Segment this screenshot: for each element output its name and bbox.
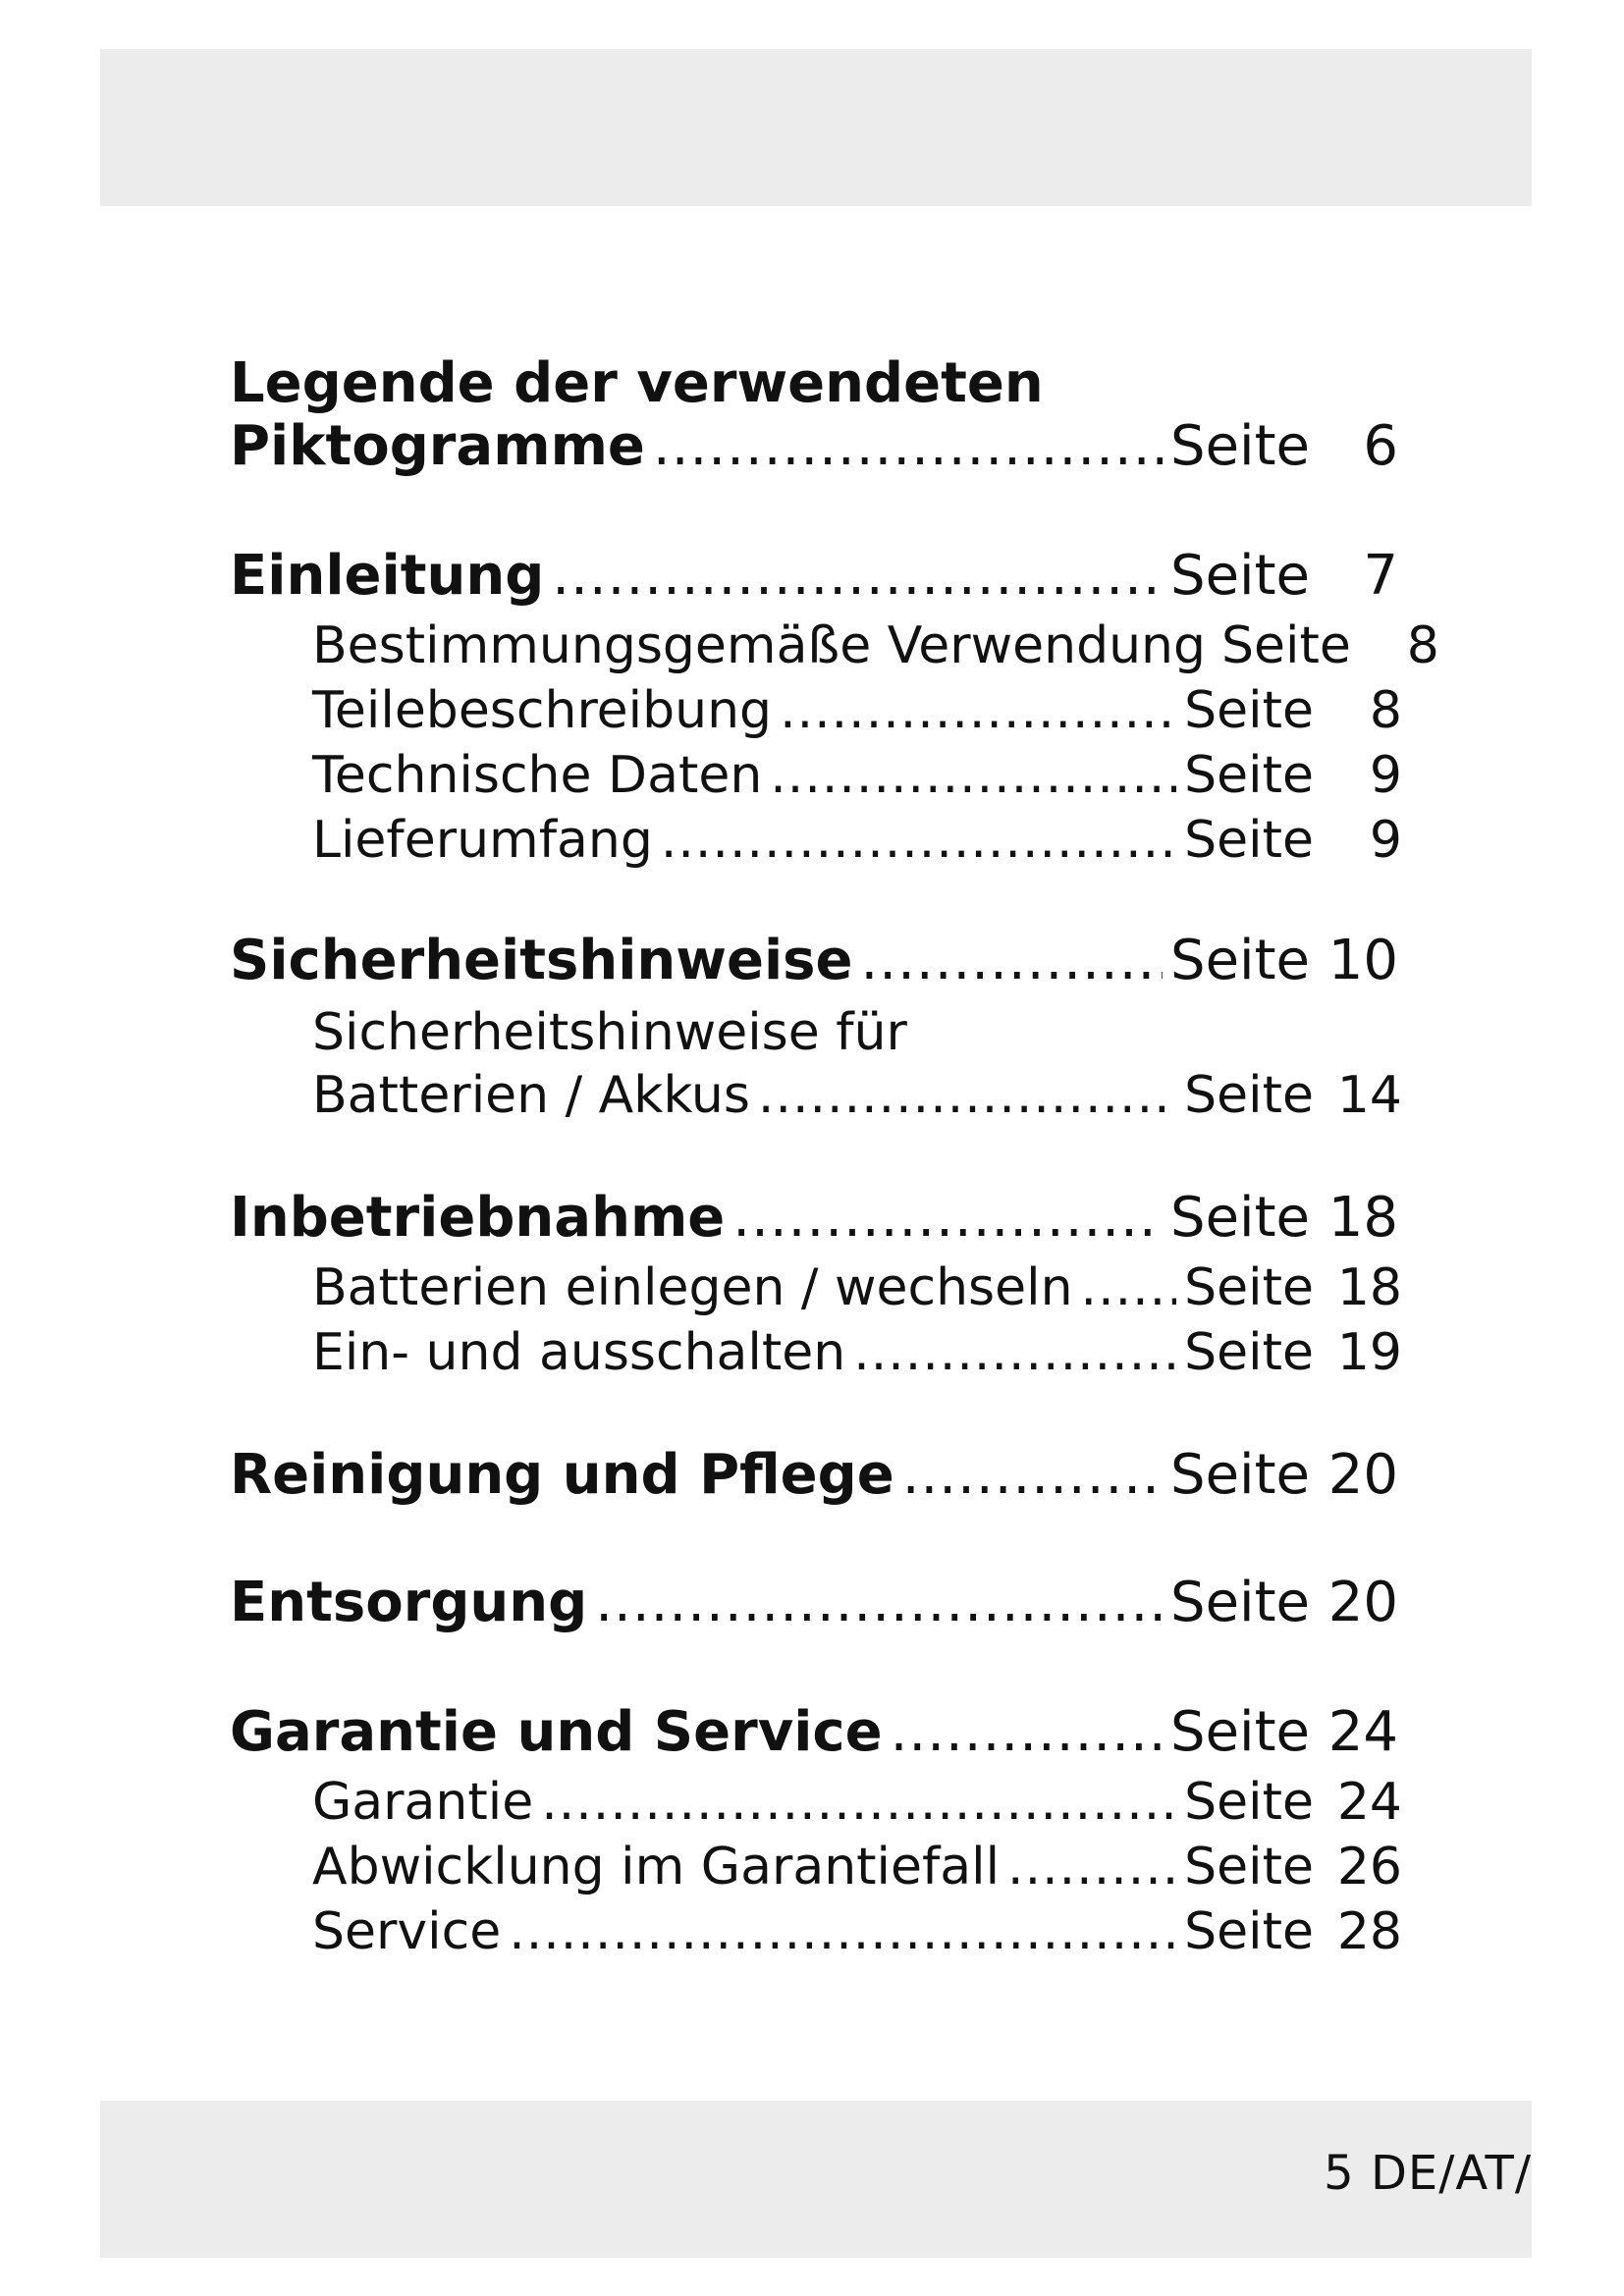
toc-seite-label: Seite	[1170, 1186, 1310, 1250]
toc-sub-heading-sicherheit-batterien-line1: Sicherheitshinweise für	[312, 1003, 907, 1062]
toc-seite-label: Seite	[1170, 414, 1310, 478]
toc-page-number: 7	[1363, 544, 1398, 608]
toc-entry-garantie-service[interactable]	[230, 1700, 1398, 1765]
toc-title: Reinigung und Pflege	[230, 1443, 894, 1507]
toc-page-number: 9	[1369, 811, 1402, 870]
toc-entry-bestimmung[interactable]	[312, 616, 1439, 677]
toc-title: Entsorgung	[230, 1571, 588, 1634]
toc-entry-einleitung[interactable]	[230, 544, 1398, 609]
toc-entry-entsorgung[interactable]	[230, 1571, 1398, 1635]
toc-title: Ein- und ausschalten	[312, 1323, 846, 1382]
toc-leader-dots	[1007, 1838, 1176, 1896]
toc-entry-teilebeschreibung[interactable]	[312, 681, 1402, 742]
toc-seite-label: Seite	[1184, 1323, 1314, 1382]
toc-page-number: 18	[1327, 1186, 1398, 1250]
toc-page-number: 18	[1336, 1258, 1402, 1317]
toc-page-number: 19	[1336, 1323, 1402, 1382]
toc-title: Batterien / Akkus	[312, 1066, 750, 1125]
toc-title: Piktogramme	[230, 414, 645, 478]
toc-title: Bestimmungsgemäße Verwendung	[312, 616, 1207, 675]
toc-leader-dots	[541, 1773, 1176, 1832]
toc-page-number: 6	[1363, 414, 1398, 478]
toc-title: Technische Daten	[312, 746, 763, 805]
toc-seite-label: Seite	[1170, 1443, 1310, 1507]
toc-leader-dots	[732, 1186, 1163, 1250]
page-number-footer: 5 DE/AT/	[1324, 2146, 1532, 2201]
toc-entry-technische-daten[interactable]	[312, 746, 1402, 807]
toc-leader-dots	[891, 1700, 1163, 1764]
toc-seite-label: Seite	[1170, 1571, 1310, 1634]
toc-entry-legende[interactable]	[230, 414, 1398, 479]
toc-leader-dots	[860, 929, 1163, 992]
toc-title: Service	[312, 1902, 502, 1961]
toc-leader-dots	[902, 1443, 1163, 1507]
toc-title: Einleitung	[230, 544, 545, 608]
toc-title: Sicherheitshinweise	[230, 929, 853, 992]
toc-entry-inbetriebnahme[interactable]	[230, 1186, 1398, 1251]
header-band	[100, 49, 1532, 206]
toc-seite-label: Seite	[1184, 1773, 1314, 1832]
toc-entry-batterien-einlegen[interactable]	[312, 1258, 1402, 1319]
toc-leader-dots	[780, 681, 1176, 740]
toc-title: Teilebeschreibung	[312, 681, 773, 740]
toc-page-number: 9	[1369, 746, 1402, 805]
toc-page-number: 8	[1369, 681, 1402, 740]
toc-entry-lieferumfang[interactable]	[312, 811, 1402, 872]
toc-heading-legende-line1: Legende der verwendeten	[230, 351, 1044, 415]
toc-leader-dots	[509, 1902, 1176, 1961]
toc-seite-label: Seite	[1184, 746, 1314, 805]
toc-seite-label: Seite	[1184, 1902, 1314, 1961]
toc-seite-label: Seite	[1184, 1838, 1314, 1896]
toc-entry-sicherheit-batterien[interactable]	[312, 1066, 1402, 1127]
toc-page-number: 8	[1406, 616, 1439, 675]
toc-leader-dots	[1081, 1258, 1177, 1317]
toc-seite-label: Seite	[1184, 681, 1314, 740]
toc-leader-dots	[653, 414, 1163, 478]
toc-entry-sicherheitshinweise[interactable]	[230, 929, 1398, 993]
toc-page-number: 28	[1336, 1902, 1402, 1961]
toc-page-number: 26	[1336, 1838, 1402, 1896]
toc-title: Batterien einlegen / wechseln	[312, 1258, 1073, 1317]
toc-title: Abwicklung im Garantiefall	[312, 1838, 1001, 1896]
toc-leader-dots	[661, 811, 1176, 870]
toc-entry-garantie[interactable]	[312, 1773, 1402, 1834]
toc-seite-label: Seite	[1170, 929, 1310, 992]
toc-page-number: 20	[1327, 1443, 1398, 1507]
toc-leader-dots	[853, 1323, 1176, 1382]
toc-seite-label: Seite	[1184, 1066, 1314, 1125]
toc-leader-dots	[770, 746, 1176, 805]
toc-leader-dots	[758, 1066, 1176, 1125]
toc-entry-ein-ausschalten[interactable]	[312, 1323, 1402, 1384]
footer-band	[100, 2101, 1532, 2258]
toc-page-number: 20	[1327, 1571, 1398, 1634]
toc-entry-service[interactable]	[312, 1902, 1402, 1963]
toc-leader-dots	[552, 544, 1163, 608]
toc-seite-label: Seite	[1170, 1700, 1310, 1764]
toc-page-number: 24	[1336, 1773, 1402, 1832]
toc-title: Garantie und Service	[230, 1700, 883, 1764]
toc-title: Garantie	[312, 1773, 534, 1832]
toc-entry-reinigung[interactable]	[230, 1443, 1398, 1508]
toc-seite-label: Seite	[1184, 1258, 1314, 1317]
toc-seite-label: Seite	[1221, 616, 1351, 675]
toc-page-number: 14	[1336, 1066, 1402, 1125]
toc-title: Lieferumfang	[312, 811, 653, 870]
toc-entry-abwicklung[interactable]	[312, 1838, 1402, 1898]
toc-page-number: 10	[1327, 929, 1398, 992]
toc-title: Inbetriebnahme	[230, 1186, 726, 1250]
toc-seite-label: Seite	[1170, 544, 1310, 608]
toc-leader-dots	[595, 1571, 1163, 1634]
toc-seite-label: Seite	[1184, 811, 1314, 870]
toc-page-number: 24	[1327, 1700, 1398, 1764]
